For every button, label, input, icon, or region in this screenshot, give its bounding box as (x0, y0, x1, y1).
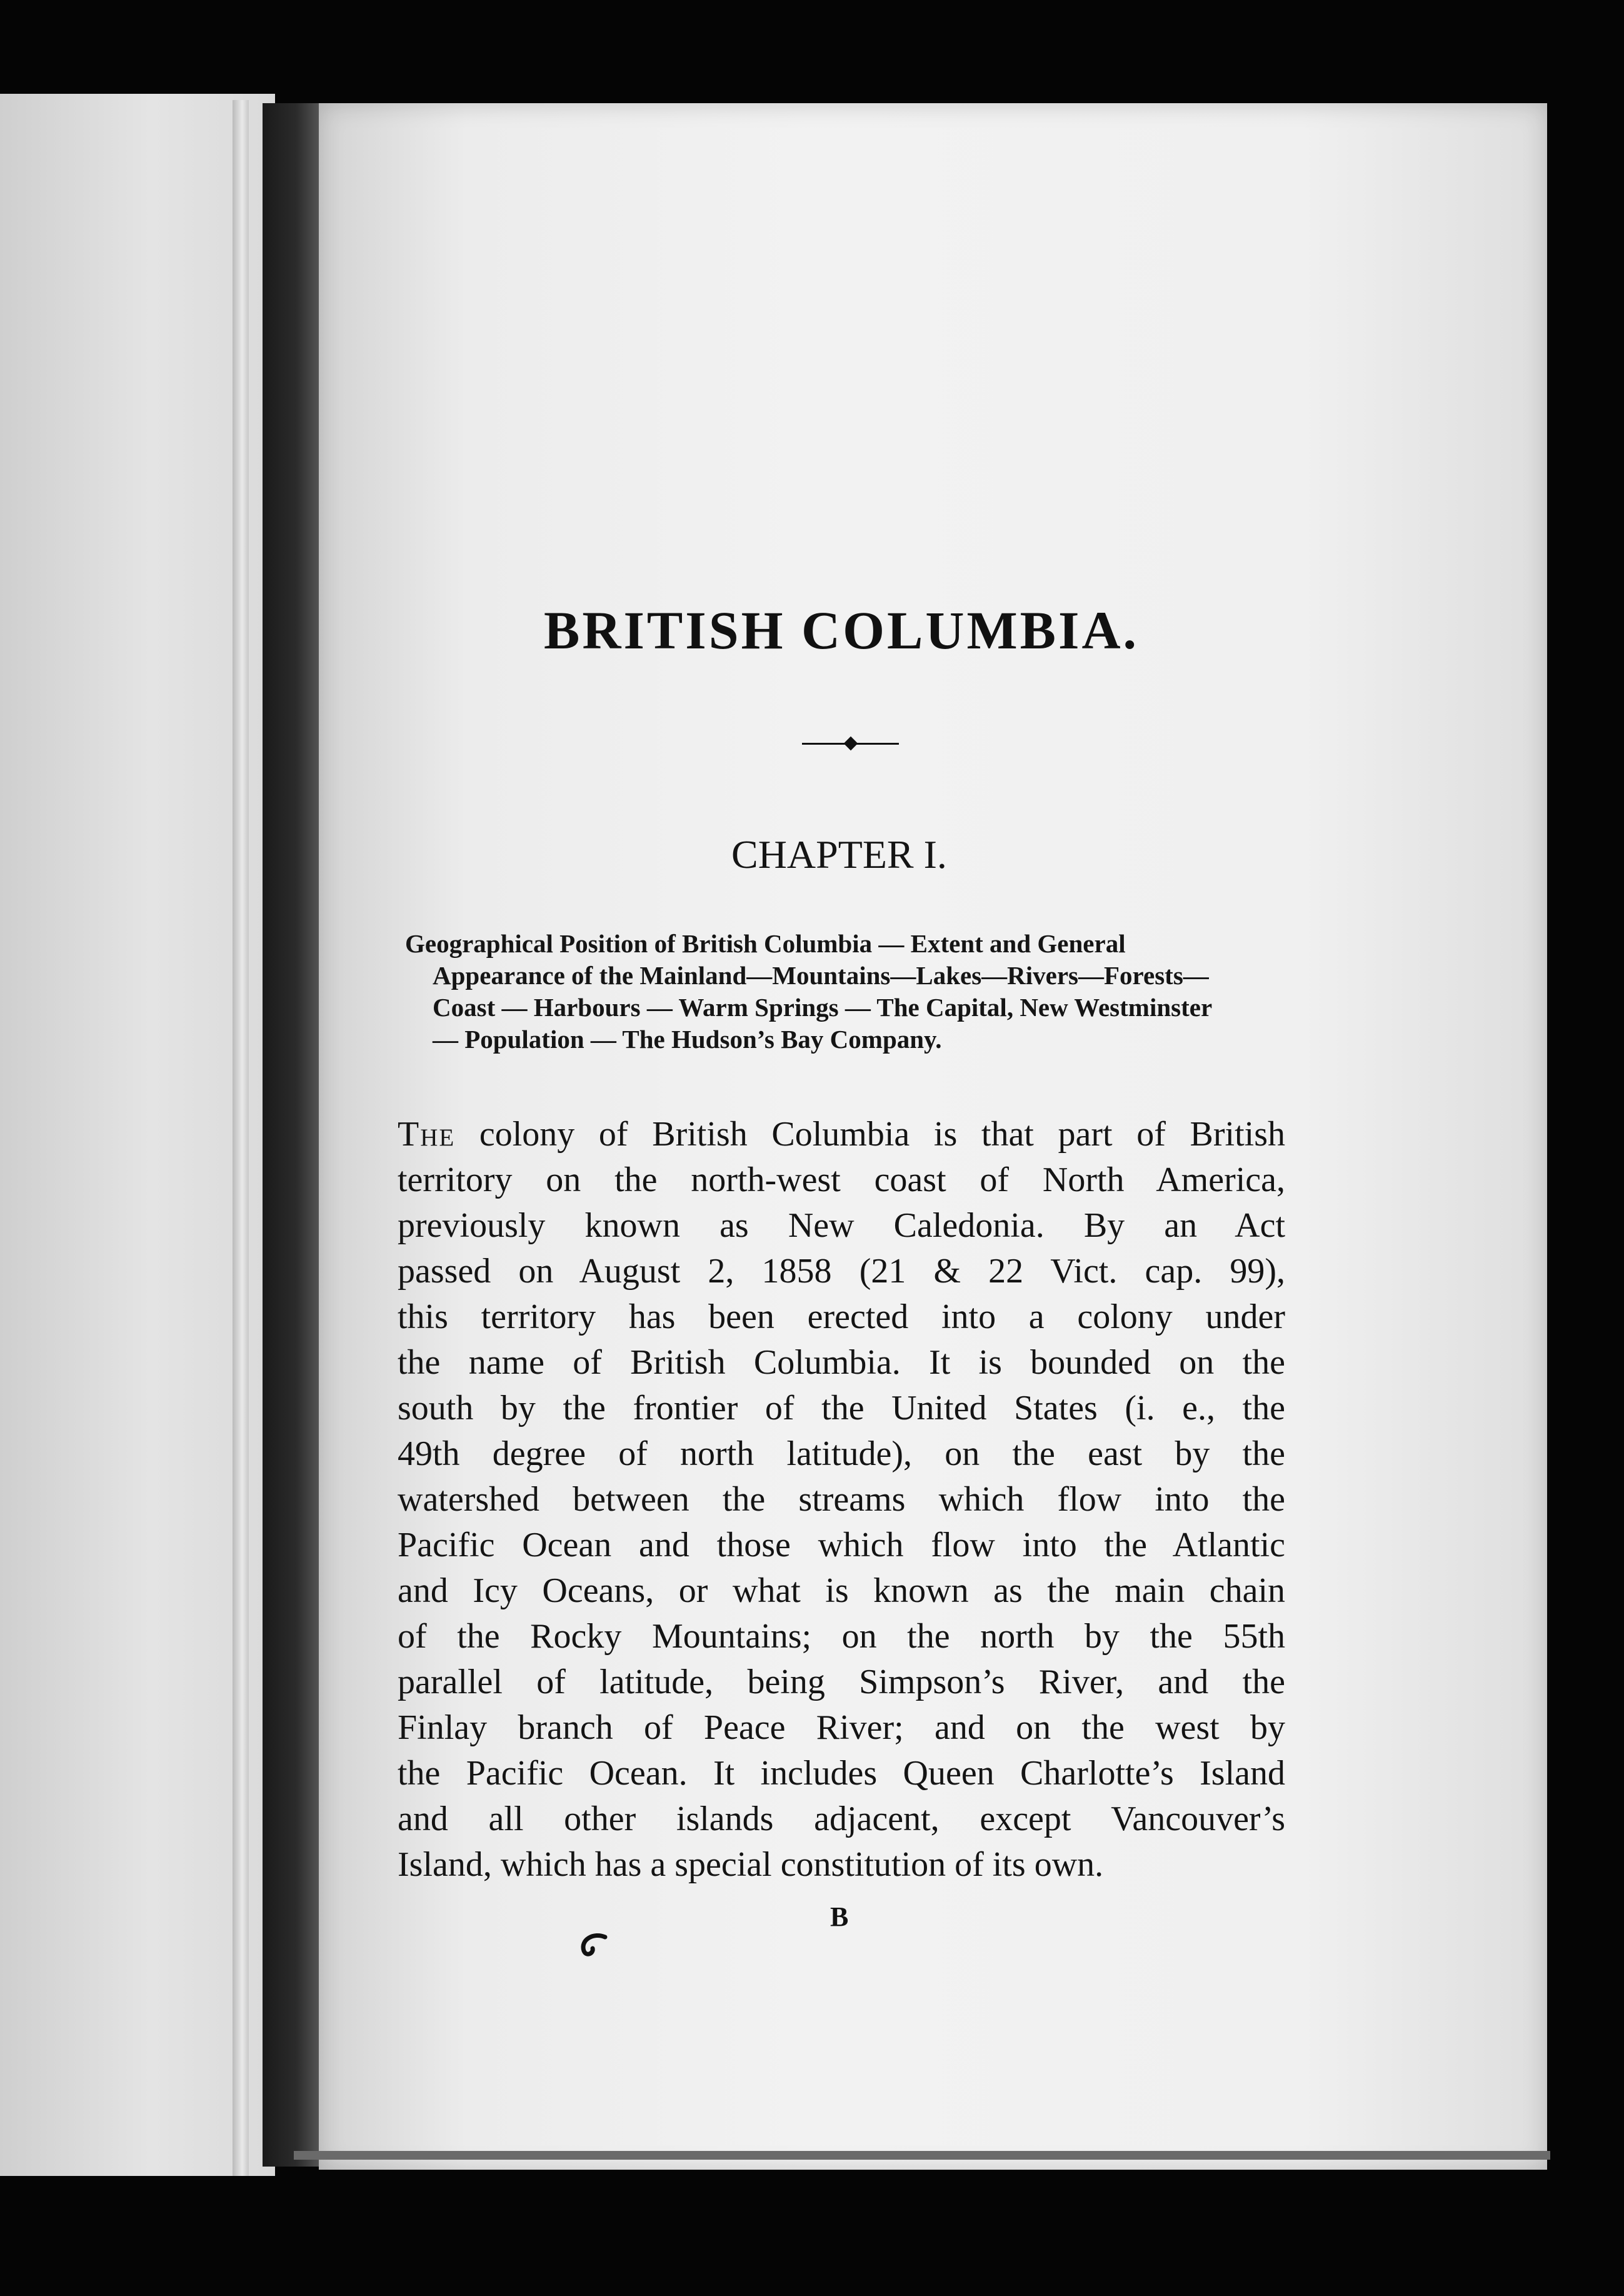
facing-page-edge (233, 100, 249, 2176)
body-line: previously known as New Caledonia. By an Act (398, 1206, 1285, 1245)
pencil-mark (575, 1926, 613, 1963)
book-title: BRITISH COLUMBIA. (544, 600, 1140, 660)
body-paragraph (398, 1112, 1285, 1888)
page-bottom-edge (294, 2151, 1550, 2160)
synopsis-line: Coast — Harbours — Warm Springs — The Capital, New Westminster (433, 993, 1213, 1022)
body-line: Finlay branch of Peace River; and on the west by (398, 1708, 1285, 1747)
synopsis-line: Geographical Position of British Columbia — Extent and General (405, 929, 1126, 958)
synopsis-line: Appearance of the Mainland—Mountains—Lakes—Rivers—Forests— (433, 961, 1209, 990)
synopsis-line: — Population — The Hudson’s Bay Company. (433, 1025, 942, 1054)
body-line: and all other islands adjacent, except Vancouver’s (398, 1800, 1285, 1838)
body-line: the name of British Columbia. It is bounded on the (398, 1343, 1285, 1382)
body-line: watershed between the streams which flow into the (398, 1480, 1285, 1519)
body-line: of the Rocky Mountains; on the north by the 55th (398, 1617, 1285, 1656)
body-line: and Icy Oceans, or what is known as the main chain (398, 1571, 1285, 1610)
body-line: parallel of latitude, being Simpson’s River, and the (398, 1663, 1285, 1701)
opening-word: The (398, 1115, 456, 1154)
body-line: Island, which has a special constitution of its own. (398, 1845, 1104, 1884)
body-line-first (398, 1112, 1285, 1157)
body-line: 49th degree of north latitude), on the east by the (398, 1434, 1285, 1473)
printer-signature: B (830, 1901, 849, 1932)
first-line-text: colony of British Columbia is that part of British (455, 1115, 1285, 1154)
chapter-synopsis (405, 928, 1288, 1055)
body-line: the Pacific Ocean. It includes Queen Charlotte’s Island (398, 1754, 1285, 1793)
chapter-heading: CHAPTER I. (731, 832, 947, 877)
body-line: this territory has been erected into a colony under (398, 1297, 1285, 1336)
body-line: passed on August 2, 1858 (21 & 22 Vict. cap. 99), (398, 1252, 1285, 1291)
body-line: south by the frontier of the United States (i. e., the (398, 1389, 1285, 1427)
ornamental-divider (802, 742, 899, 745)
body-line: Pacific Ocean and those which flow into the Atlantic (398, 1526, 1285, 1564)
body-line: territory on the north-west coast of North America, (398, 1161, 1285, 1199)
